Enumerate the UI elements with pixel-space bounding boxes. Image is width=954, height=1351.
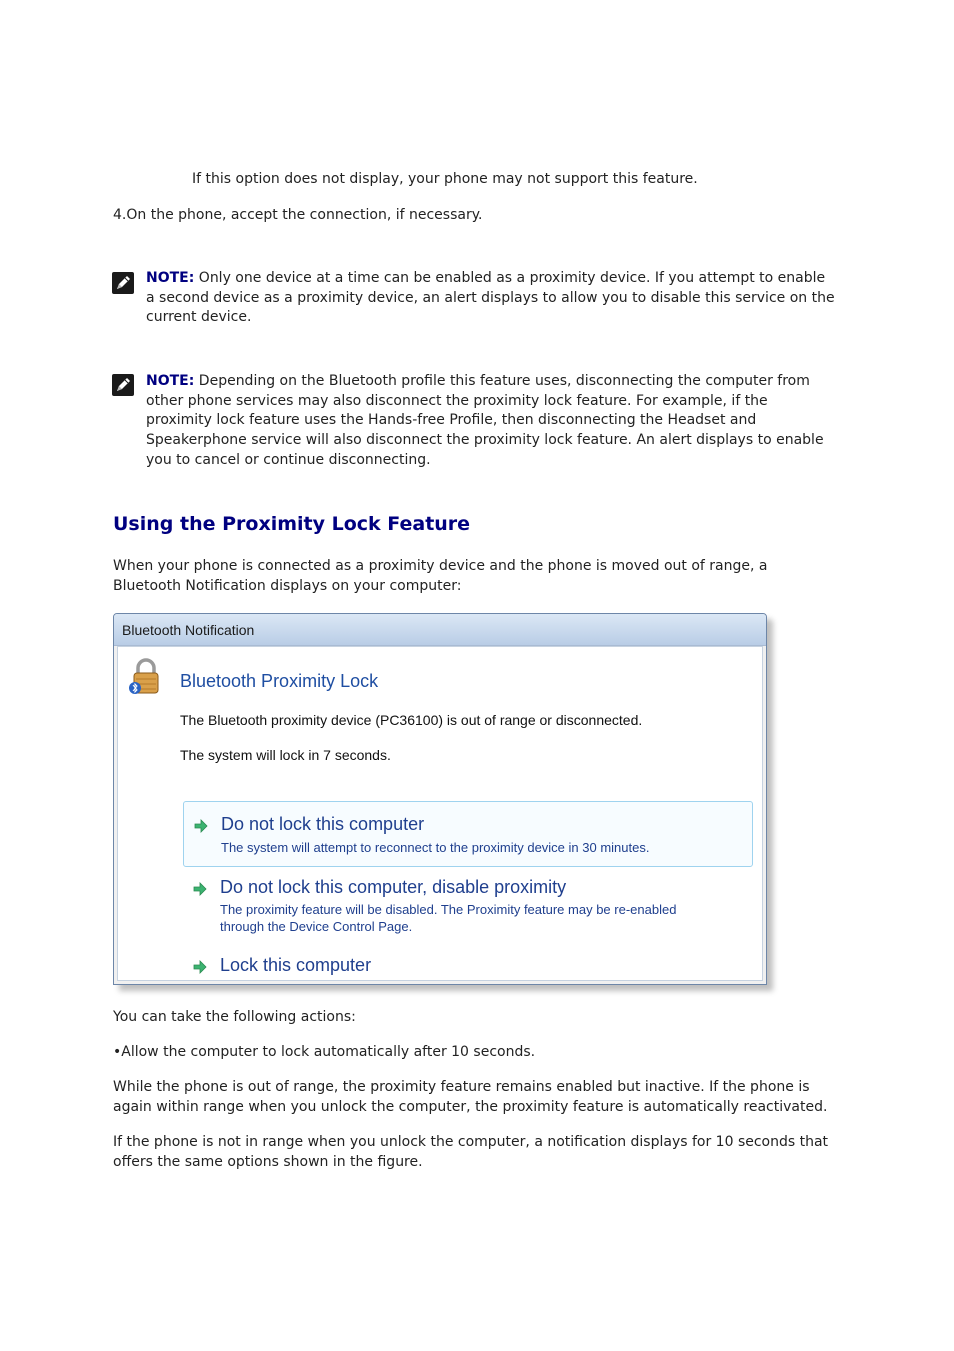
- option-disable-proximity[interactable]: [183, 867, 751, 935]
- note-text: a second device as a proximity device, an alert displays to allow you to disable this service on the: [146, 289, 835, 306]
- option-do-not-lock[interactable]: [183, 801, 753, 867]
- paragraph-out-of-range: While the phone is out of range, the proximity feature remains enabled but inactive. If the phone is again within range when you unlock the computer, the proximity feature is automatically reactivated.: [113, 1079, 828, 1115]
- actions-intro: You can take the following actions:: [113, 1009, 356, 1025]
- bluetooth-notification-dialog: [113, 613, 767, 985]
- note-label: NOTE:: [146, 373, 195, 389]
- option-title: Do not lock this computer, disable proximity: [220, 877, 567, 897]
- green-arrow-icon: [192, 959, 208, 975]
- option-lock-computer[interactable]: [183, 949, 751, 983]
- green-arrow-icon: [192, 881, 208, 897]
- option-subtitle: The proximity feature will be disabled. The Proximity feature may be re-enabled: [220, 902, 677, 917]
- note-text: current device.: [146, 309, 252, 326]
- green-arrow-icon: [193, 818, 209, 834]
- note-text: other phone services may also disconnect the proximity lock feature. For example, if the: [146, 392, 768, 409]
- dialog-heading: Bluetooth Proximity Lock: [180, 671, 379, 691]
- dialog-body: [117, 646, 763, 981]
- dialog-message: The Bluetooth proximity device (PC36100) is out of range or disconnected.: [180, 712, 643, 728]
- note-pencil-icon: [112, 374, 134, 396]
- note-pencil-icon: [112, 272, 134, 294]
- intro-note: If this option does not display, your phone may not support this feature.: [192, 171, 698, 187]
- note-text: you to cancel or continue disconnecting.: [146, 451, 431, 468]
- option-title: Lock this computer: [220, 955, 372, 975]
- section-intro: When your phone is connected as a proximity device and the phone is moved out of range, a Bluetooth Notification displays on your computer:: [113, 558, 768, 594]
- bullet-item: •Allow the computer to lock automatically after 10 seconds.: [113, 1044, 536, 1060]
- paragraph-not-in-range: If the phone is not in range when you unlock the computer, a notification displays for 10 seconds that offers the same options shown in the figure.: [113, 1134, 829, 1170]
- dialog-countdown: The system will lock in 7 seconds.: [180, 747, 391, 763]
- padlock-bluetooth-icon: [128, 657, 164, 697]
- note-text: Speakerphone service will also disconnect the proximity lock feature. An alert displays to enable: [146, 432, 824, 449]
- section-heading: Using the Proximity Lock Feature: [113, 513, 471, 535]
- note-label: NOTE:: [146, 270, 195, 286]
- note-text: proximity lock feature uses the Hands-free Profile, then disconnecting the Headset and: [146, 412, 757, 429]
- dialog-title: Bluetooth Notification: [114, 614, 766, 646]
- option-title: Do not lock this computer: [221, 814, 425, 834]
- note-text: Only one device at a time can be enabled as a proximity device. If you attempt to enable: [194, 270, 826, 286]
- step-4: 4.On the phone, accept the connection, if necessary.: [113, 207, 483, 223]
- note-text: Depending on the Bluetooth profile this feature uses, disconnecting the computer from: [194, 373, 810, 389]
- note-1: [146, 269, 846, 328]
- option-subtitle: through the Device Control Page.: [220, 919, 413, 934]
- note-2: [146, 372, 846, 471]
- option-subtitle: The system will attempt to reconnect to the proximity device in 30 minutes.: [221, 840, 650, 855]
